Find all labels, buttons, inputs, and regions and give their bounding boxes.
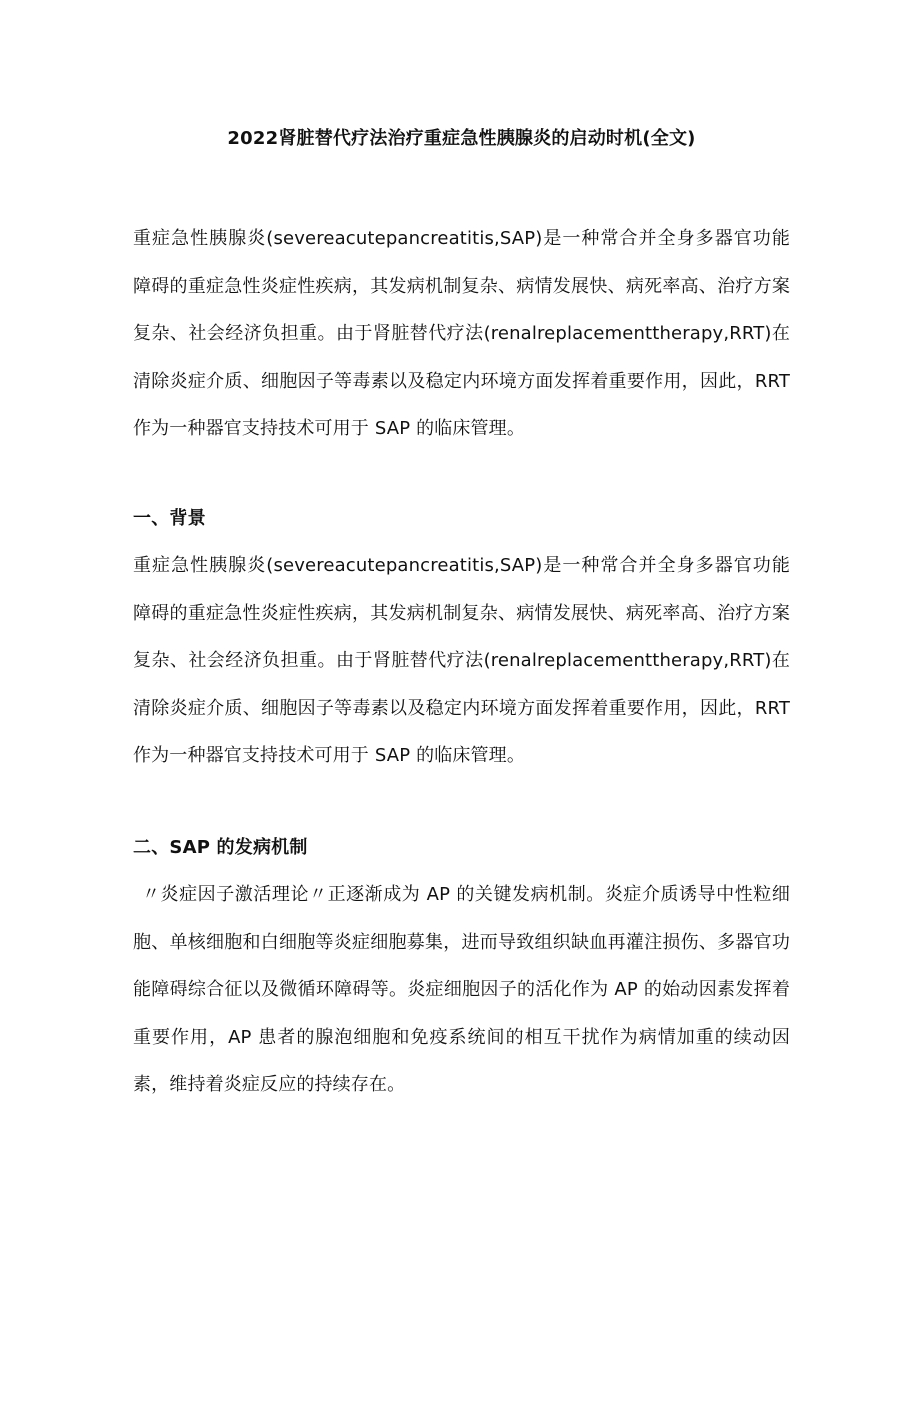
intro-paragraph: 重症急性胰腺炎(severeacutepancreatitis,SAP)是一种常合并全身多器官功能障碍的重症急性炎症性疾病，其发病机制复杂、病情发展快、病死率高、治疗方案复杂、社会经济负担重。由于肾脏替代疗法(renalreplacementtherapy,RRT)在清除炎症介质、细胞因子等毒素以及稳定内环境方面发挥着重要作用，因此，RRT 作为一种器官支持技术可用于 SAP 的临床管理。: [133, 228, 790, 439]
document-page: [0, 126, 920, 1427]
section-heading-pathogenesis: 二、SAP 的发病机制: [133, 836, 308, 858]
section-body-pathogenesis: 〃炎症因子激活理论〃正逐渐成为 AP 的关键发病机制。炎症介质诱导中性粒细胞、单核细胞和白细胞等炎症细胞募集，进而导致组织缺血再灌注损伤、多器官功能障碍综合征以及微循环障碍等。炎症细胞因子的活化作为 AP 的始动因素发挥着重要作用，AP 患者的腺泡细胞和免疫系统间的相互干扰作为病情加重的续动因素，维持着炎症反应的持续存在。: [133, 884, 790, 1095]
document-title: 2022肾脏替代疗法治疗重症急性胰腺炎的启动时机(全文): [227, 128, 696, 149]
section-body-background: 重症急性胰腺炎(severeacutepancreatitis,SAP)是一种常合并全身多器官功能障碍的重症急性炎症性疾病，其发病机制复杂、病情发展快、病死率高、治疗方案复杂、社会经济负担重。由于肾脏替代疗法(renalreplacementtherapy,RRT)在清除炎症介质、细胞因子等毒素以及稳定内环境方面发挥着重要作用，因此，RRT 作为一种器官支持技术可用于 SAP 的临床管理。: [133, 555, 790, 766]
section-heading-background: 一、背景: [133, 507, 206, 529]
